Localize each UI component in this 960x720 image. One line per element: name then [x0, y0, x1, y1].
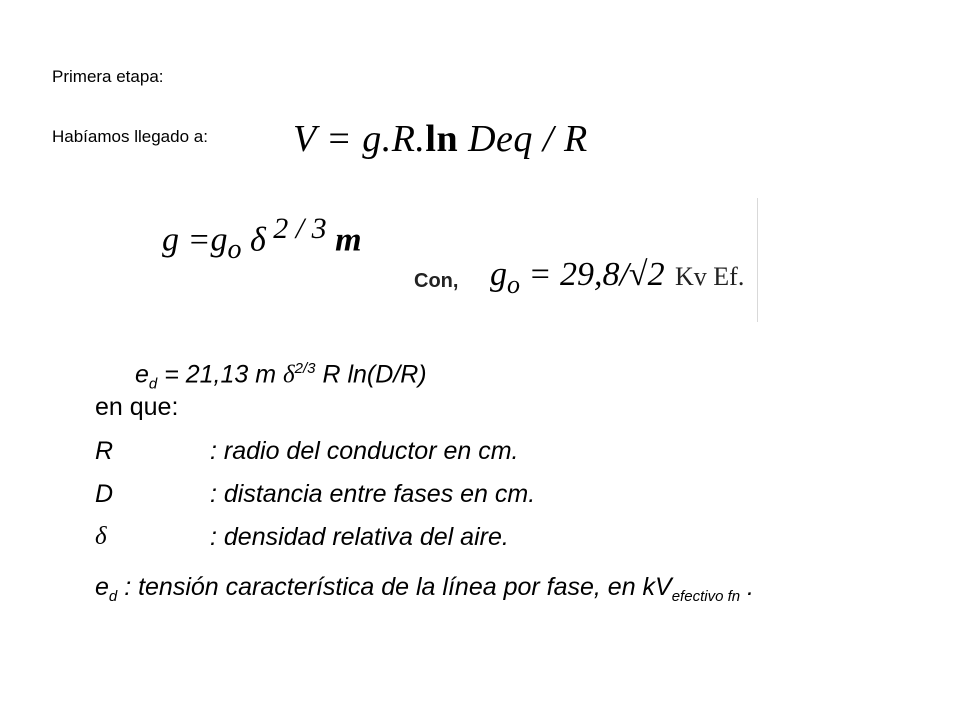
formula-ed-exp: 2/3 — [294, 360, 316, 377]
formula-g0: g — [210, 221, 228, 259]
formula-go-value: 29,8/ — [559, 256, 629, 293]
definition-ed-text: : tensión característica de la línea por fase, en kV — [117, 573, 672, 601]
formula-ed-rhs-b: R ln(D/R) — [315, 360, 427, 389]
formula-ed-rhs-a: = 21,13 m — [157, 360, 284, 389]
formula-v-lhs: V — [293, 118, 317, 160]
formula-v-rhs-a: g.R. — [362, 118, 426, 160]
definition-symbol: R — [95, 437, 114, 465]
definition-ed-sub: d — [108, 588, 118, 605]
formula-ed-delta: δ — [283, 361, 295, 389]
definition-text: : radio del conductor en cm. — [210, 437, 519, 465]
formula-go-eq: = — [520, 256, 560, 293]
formula-ed-sub: d — [148, 375, 158, 393]
formula-g0-sub: o — [227, 234, 242, 266]
definition-text: : densidad relativa del aire. — [210, 523, 509, 551]
formula-go-root: √2 — [628, 256, 665, 293]
formula-g-exp: 2 / 3 — [265, 212, 327, 245]
con-label: Con, — [414, 270, 459, 292]
formula-ed — [135, 360, 427, 392]
definition-ed-unit-sub: efectivo fn — [671, 588, 741, 605]
definition-row-ed — [95, 573, 754, 605]
formula-g-symbol: g — [162, 221, 179, 259]
formula-v-ln: ln — [425, 118, 459, 160]
definition-text: : distancia entre fases en cm. — [210, 480, 536, 508]
lead-text: Habíamos llegado a: — [52, 127, 208, 146]
heading: Primera etapa: — [52, 67, 164, 86]
formula-image — [150, 198, 762, 322]
formula-g-delta: δ — [241, 221, 266, 259]
formula-go-symbol: g — [490, 256, 507, 293]
formula-g-eq: = — [179, 221, 211, 259]
formula-g-m: m — [326, 221, 362, 259]
formula-ed-e: e — [135, 360, 149, 389]
definitions-intro: en que: — [95, 393, 179, 421]
definition-ed-end: . — [740, 573, 754, 601]
formula-gradient — [162, 212, 362, 266]
formula-voltage — [293, 117, 588, 161]
definition-symbol: D — [95, 480, 114, 508]
formula-v-eq: = — [316, 118, 363, 160]
formula-go-sub: o — [507, 269, 520, 299]
formula-v-rhs-b: Deq / R — [458, 118, 588, 160]
definition-symbol: δ — [95, 523, 107, 550]
definition-ed-e: e — [95, 573, 109, 601]
image-edge-divider — [757, 198, 758, 322]
formula-g-zero — [490, 256, 665, 300]
formula-go-unit: Kv Ef. — [675, 262, 745, 291]
